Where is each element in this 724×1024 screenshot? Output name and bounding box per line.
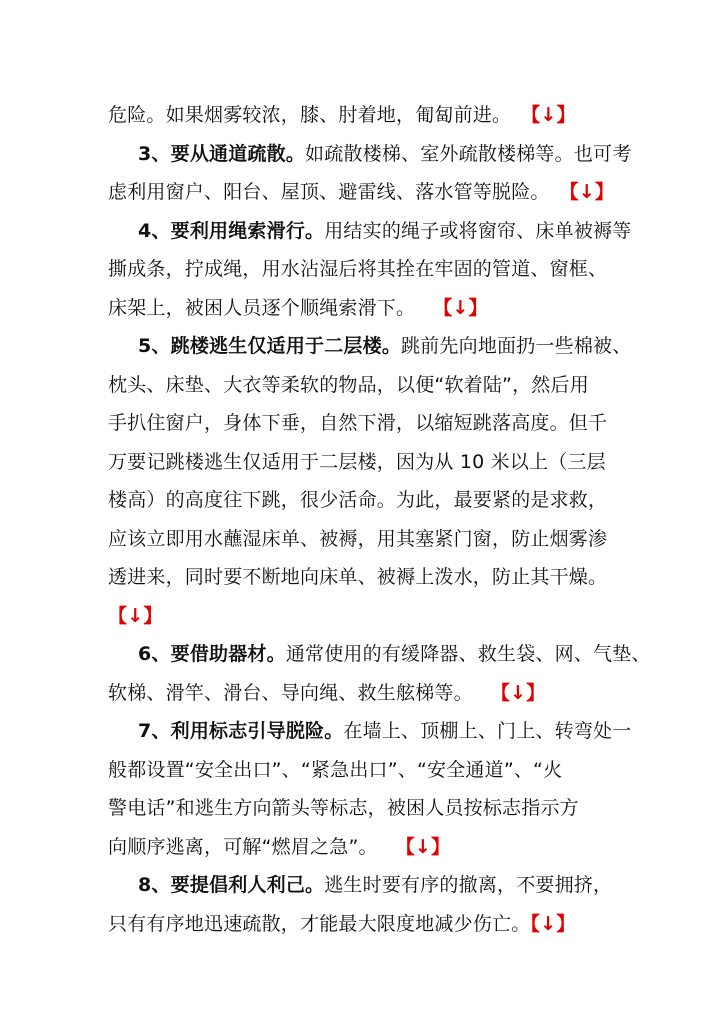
body-line <box>108 173 620 212</box>
line-text: 用结实的绳子或将窗帘、床单被褥等 <box>324 219 632 242</box>
line-text: 撕成条，拧成绳，用水沾湿后将其拴在牢固的管道、窗框、 <box>108 258 608 280</box>
line-text: 如疏散楼梯、室外疏散楼梯等。也可考 <box>305 142 632 165</box>
line-text: 逃生时要有序的撤离，不要拥挤， <box>324 874 613 896</box>
section-heading: 7、利用标志引导脱险。 <box>138 720 344 742</box>
arrow-marker: 【↓】 <box>433 296 488 319</box>
section-8-heading-line <box>108 866 620 905</box>
section-heading: 5、跳楼逃生仅适用于二层楼。 <box>138 335 402 357</box>
document-page <box>108 96 651 943</box>
body-line <box>108 905 620 944</box>
line-text: 床架上，被困人员逐个顺绳索滑下。 <box>108 296 416 319</box>
arrow-marker: 【↓】 <box>559 181 615 203</box>
body-line <box>108 828 620 867</box>
line-text: 警电话”和逃生方向箭头等标志，被困人员按标志指示方 <box>108 797 579 819</box>
arrow-marker: 【↓】 <box>530 912 576 935</box>
body-line <box>108 789 620 828</box>
body-line <box>108 96 620 135</box>
body-line <box>108 520 620 559</box>
body-line <box>108 366 620 405</box>
section-6-heading-line <box>108 635 651 674</box>
line-text: 向顺序逃离，可解“燃眉之急”。 <box>108 835 378 858</box>
line-text: 在墙上、顶棚上、门上、转弯处一 <box>343 720 632 742</box>
body-line <box>108 481 620 520</box>
line-text: 软梯、滑竿、滑台、导向绳、救生舷梯等。 <box>108 681 473 704</box>
line-text: 跳前先向地面扔一些棉被、 <box>401 335 632 357</box>
line-text: 虑利用窗户、阳台、屋顶、避雷线、落水管等脱险。 <box>108 181 550 203</box>
line-text: 透进来，同时要不断地向床单、被褥上泼水，防止其干燥。 <box>108 566 608 588</box>
line-text: 只有有序地迅速疏散，才能最大限度地减少伤亡。 <box>108 912 531 935</box>
body-line <box>108 250 620 289</box>
section-heading: 6、要借助器材。 <box>138 643 286 665</box>
line-text: 楼高）的高度往下跳，很少活命。为此，最要紧的是求救， <box>108 489 608 511</box>
line-text: 般都设置“安全出口”、“紧急出口”、“安全通道”、“火 <box>108 758 563 781</box>
body-line <box>108 751 620 790</box>
section-3-heading-line <box>108 135 632 174</box>
line-text: 枕头、床垫、大衣等柔软的物品，以便“软着陆”，然后用 <box>108 373 589 396</box>
body-line <box>108 674 620 713</box>
arrow-marker: 【↓】 <box>490 681 546 704</box>
arrow-marker: 【↓】 <box>395 835 451 858</box>
section-heading: 4、要利用绳索滑行。 <box>138 219 325 242</box>
line-text: 万要记跳楼逃生仅适用于二层楼，因为从 10 米以上（三层 <box>108 450 606 473</box>
arrow-marker: 【↓】 <box>521 104 576 126</box>
section-4-heading-line <box>108 212 632 251</box>
section-5-heading-line <box>108 327 632 366</box>
arrow-marker: 【↓】 <box>108 604 163 627</box>
body-line <box>108 558 620 597</box>
line-text: 手扒住窗户，身体下垂，自然下滑，以缩短跳落高度。但千 <box>108 412 608 434</box>
section-heading: 8、要提倡利人利己。 <box>138 874 325 896</box>
line-text: 应该立即用水蘸湿床单、被褥，用其塞紧门窗，防止烟雾渗 <box>108 527 608 550</box>
section-7-heading-line <box>108 712 632 751</box>
line-text: 通常使用的有缓降器、救生袋、网、气垫、 <box>285 643 651 665</box>
body-line <box>108 289 620 328</box>
body-line <box>108 443 620 482</box>
line-text: 危险。如果烟雾较浓，膝、肘着地，匍匐前进。 <box>108 104 512 126</box>
body-line <box>108 597 620 636</box>
body-line <box>108 404 620 443</box>
section-heading: 3、要从通道疏散。 <box>138 142 306 165</box>
